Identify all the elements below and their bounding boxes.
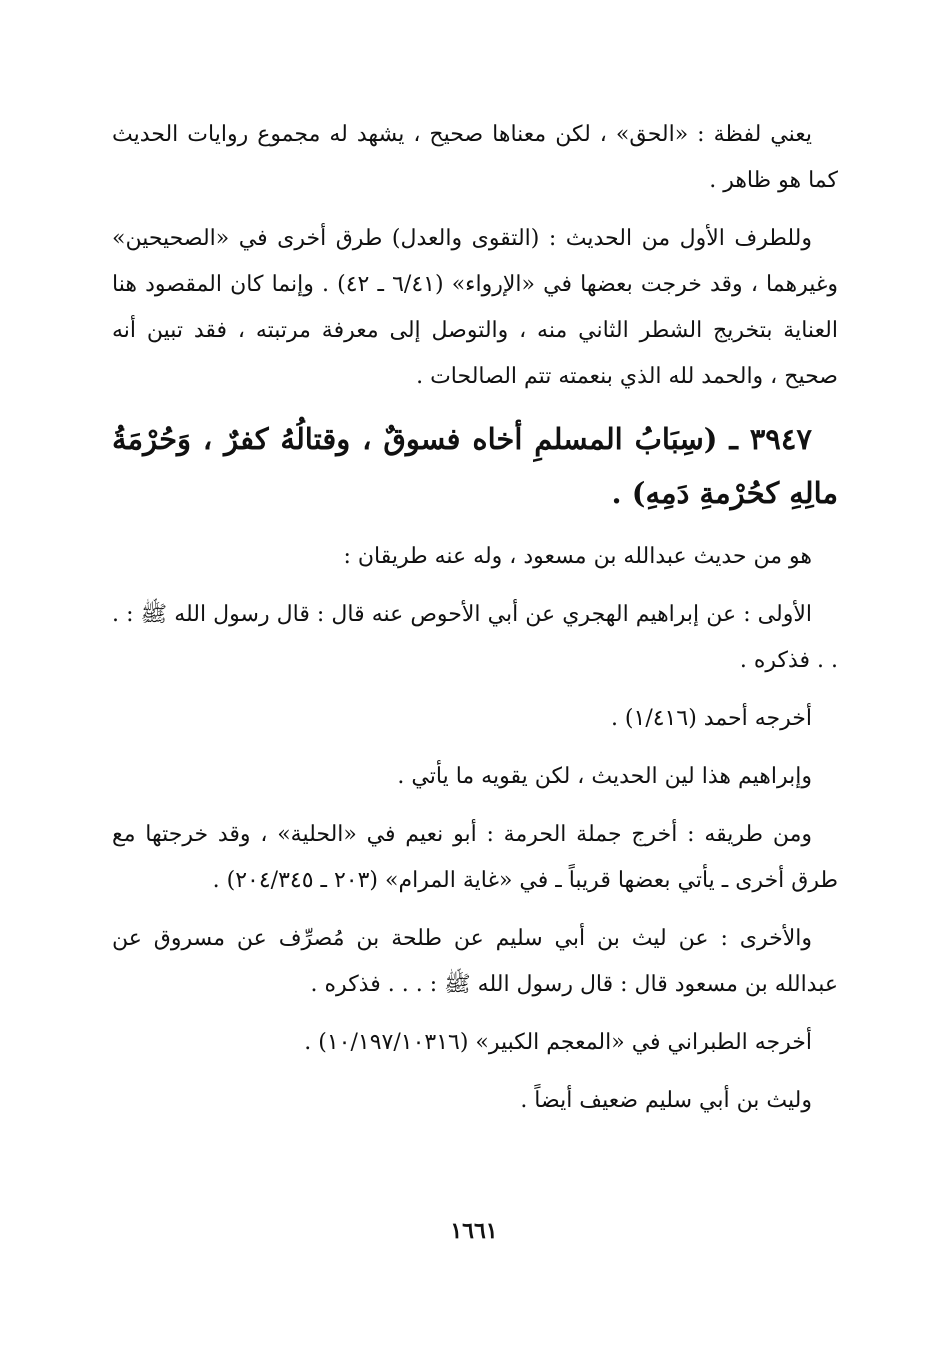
page-body bbox=[112, 112, 838, 1136]
paragraph-2: وللطرف الأول من الحديث : (التقوى والعدل) طرق أخرى في «الصحيحين» وغيرهما ، وقد خرجت بعضها في «الإرواء» (٦/٤١ ـ ٤٢) . وإنما كان المقصود هنا العناية بتخريج الشطر الثاني منه ، والتوصل إلى معرفة مرتبته ، فقد تبين أنه صحيح ، والحمد لله الذي بنعمته تتم الصالحات . bbox=[112, 226, 838, 389]
paragraph-5: أخرجه أحمد (١/٤١٦) . bbox=[610, 706, 812, 731]
paragraph-7: ومن طريقه : أخرج جملة الحرمة : أبو نعيم في «الحلية» ، وقد خرجتها مع طرق أخرى ـ يأتي بعضها قريباً ـ في «غاية المرام» (٢٠٣ ـ ٢٠٤/٣٤٥) . bbox=[112, 822, 838, 893]
paragraph-4: الأولى : عن إبراهيم الهجري عن أبي الأحوص عنه قال : قال رسول الله ﷺ : . . . فذكره . bbox=[112, 602, 838, 673]
page-number: ١٦٦١ bbox=[450, 1218, 498, 1244]
hadith-heading: ٣٩٤٧ ـ (سِبَابُ المسلمِ أخاه فسوقٌ ، وقتالُهُ كفرٌ ، وَحُرْمَةُ مالِهِ كحُرْمةِ دَمِهِ) . bbox=[112, 422, 838, 510]
paragraph-3: هو من حديث عبدالله بن مسعود ، وله عنه طريقان : bbox=[343, 544, 812, 569]
paragraph-10: وليث بن أبي سليم ضعيف أيضاً . bbox=[520, 1088, 812, 1113]
paragraph-6: وإبراهيم هذا لين الحديث ، لكن يقويه ما يأتي . bbox=[397, 764, 812, 789]
paragraph-1: يعني لفظة : «الحق» ، لكن معناها صحيح ، يشهد له مجموع روايات الحديث كما هو ظاهر . bbox=[112, 122, 838, 193]
paragraph-9: أخرجه الطبراني في «المعجم الكبير» (١٠/١٩٧/١٠٣١٦) . bbox=[304, 1030, 812, 1055]
paragraph-8: والأخرى : عن ليث بن أبي سليم عن طلحة بن مُصرِّف عن مسروق عن عبدالله بن مسعود قال : قال رسول الله ﷺ : . . . فذكره . bbox=[112, 926, 838, 997]
